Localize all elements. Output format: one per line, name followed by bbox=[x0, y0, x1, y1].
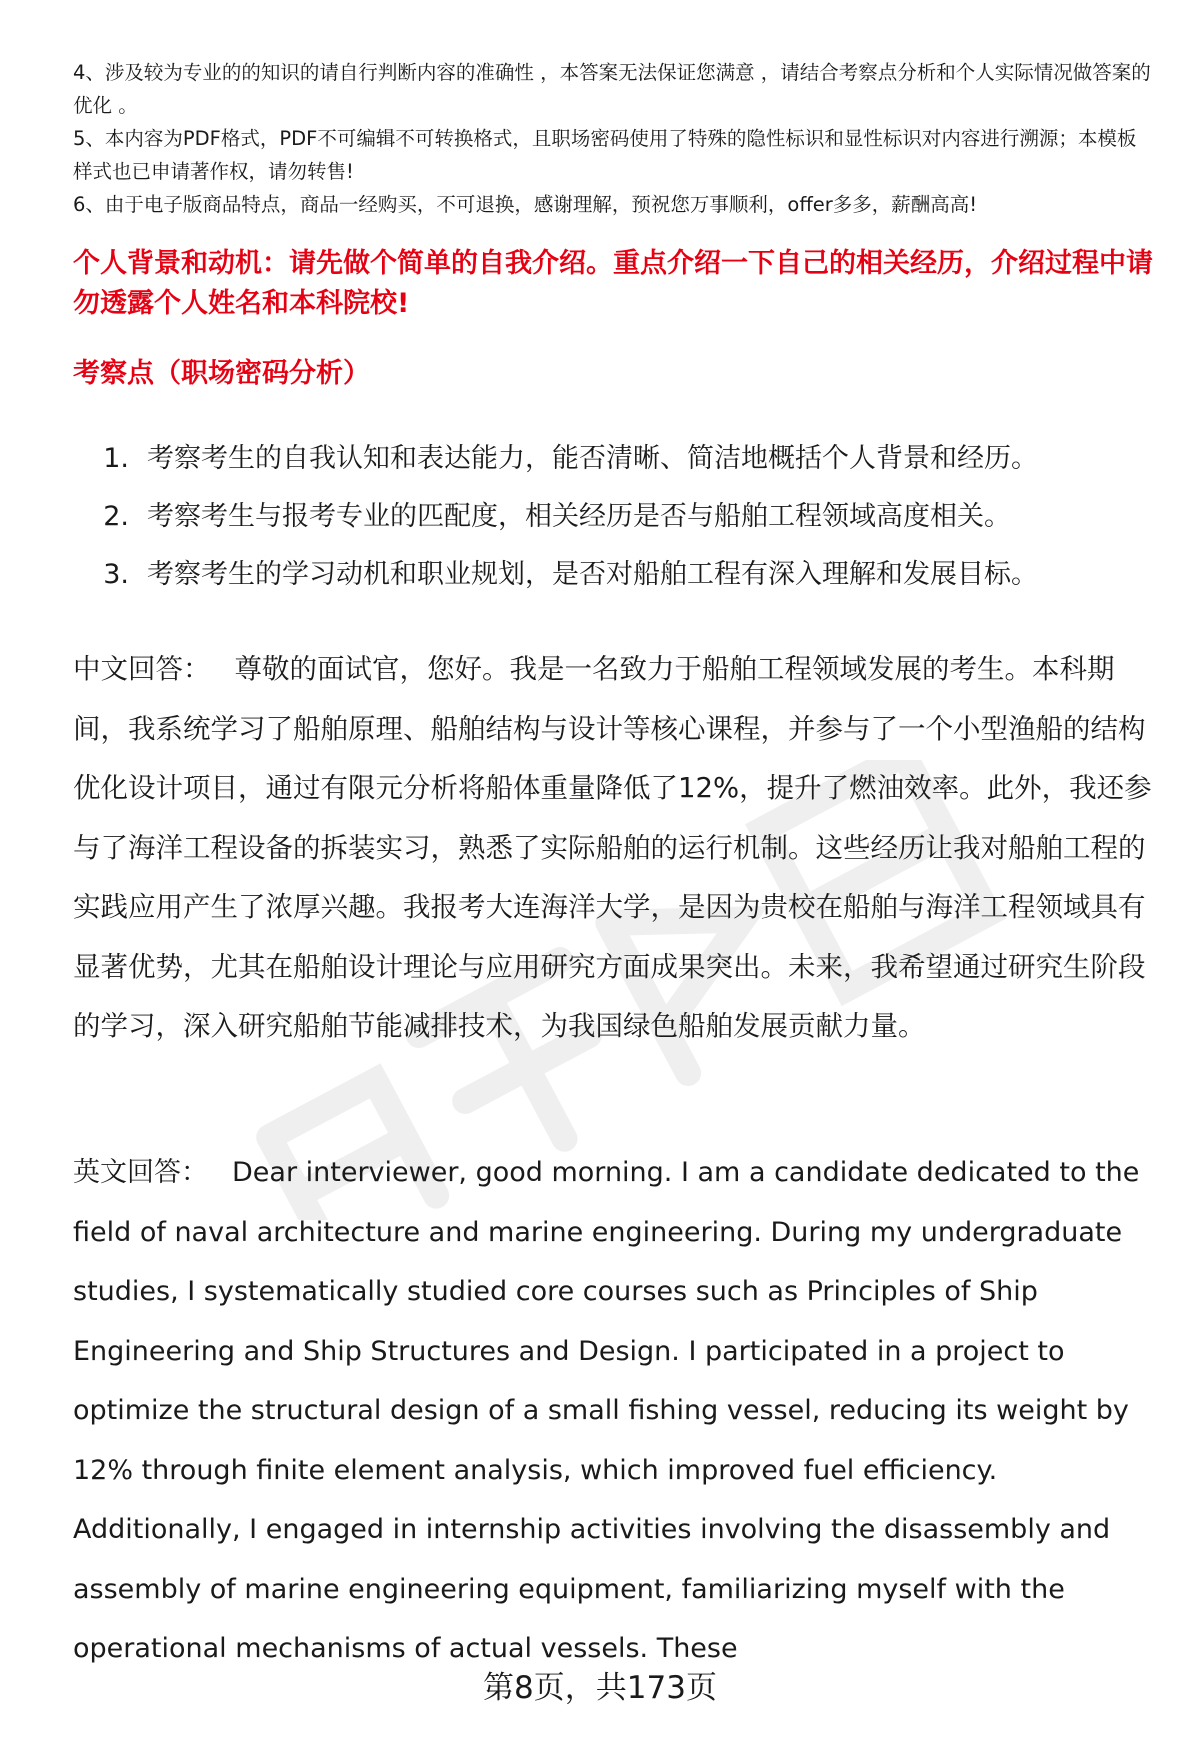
list-item bbox=[73, 546, 1163, 604]
note-item: 4、涉及较为专业的的知识的请自行判断内容的准确性 ，本答案无法保证您满意 ，请结合考察点分析和个人实际情况做答案的优化 。 bbox=[73, 61, 1151, 117]
note-item: 6、由于电子版商品特点，商品一经购买，不可退换，感谢理解，预祝您万事顺利，offer多多，薪酬高高! bbox=[73, 193, 978, 216]
english-answer bbox=[73, 1143, 1163, 1679]
list-text: 考察考生与报考专业的匹配度，相关经历是否与船舶工程领域高度相关。 bbox=[147, 501, 1011, 532]
chinese-answer-text: 尊敬的面试官，您好。我是一名致力于船舶工程领域发展的考生。本科期间，我系统学习了船舶原理、船舶结构与设计等核心课程，并参与了一个小型渔船的结构优化设计项目，通过有限元分析将船体重量降低了12%，提升了燃油效率。此外，我还参与了海洋工程设备的拆装实习，熟悉了实际船舶的运行机制。这些经历让我对船舶工程的实践应用产生了浓厚兴趣。我报考大连海洋大学，是因为贵校在船舶与海洋工程领域具有显著优势，尤其在船舶设计理论与应用研究方面成果突出。未来，我希望通过研究生阶段的学习，深入研究船舶节能减排技术，为我国绿色船舶发展贡献力量。 bbox=[73, 653, 1152, 1042]
note-item: 5、本内容为PDF格式，PDF不可编辑不可转换格式，且职场密码使用了特殊的隐性标识和显性标识对内容进行溯源；本模板样式也已申请著作权，请勿转售! bbox=[73, 127, 1137, 183]
points-list bbox=[73, 430, 1163, 604]
english-answer-text: Dear interviewer, good morning. I am a candidate dedicated to the field of naval architecture and marine engineering. During my undergraduate studies, I systematically studied core courses such as Principles of Ship Engineering and Ship Structures and Design. I participated in a project to optimize the structural design of a small fishing vessel, reducing its weight by 12% through finite element analysis, which improved fuel efficiency. Additionally, I engaged in internship activities involving the disassembly and assembly of marine engineering equipment, familiarizing myself with the operational mechanisms of actual vessels. These bbox=[73, 1157, 1140, 1664]
chinese-answer bbox=[73, 640, 1163, 1057]
list-number: 3. bbox=[103, 559, 129, 590]
chinese-answer-label: 中文回答： bbox=[73, 653, 211, 685]
english-answer-label: 英文回答： bbox=[73, 1157, 208, 1188]
question-heading: 个人背景和动机：请先做个简单的自我介绍。重点介绍一下自己的相关经历，介绍过程中请勿透露个人姓名和本科院校! bbox=[73, 248, 1153, 319]
list-number: 1. bbox=[103, 443, 129, 474]
notes-block bbox=[73, 56, 1153, 221]
points-heading: 考察点（职场密码分析） bbox=[73, 358, 370, 389]
page-number: 第8页，共173页 bbox=[483, 1670, 717, 1706]
list-text: 考察考生的学习动机和职业规划，是否对船舶工程有深入理解和发展目标。 bbox=[147, 559, 1038, 590]
list-item bbox=[73, 488, 1163, 546]
list-item bbox=[73, 430, 1163, 488]
list-number: 2. bbox=[103, 501, 129, 532]
list-text: 考察考生的自我认知和表达能力，能否清晰、简洁地概括个人背景和经历。 bbox=[147, 443, 1038, 474]
